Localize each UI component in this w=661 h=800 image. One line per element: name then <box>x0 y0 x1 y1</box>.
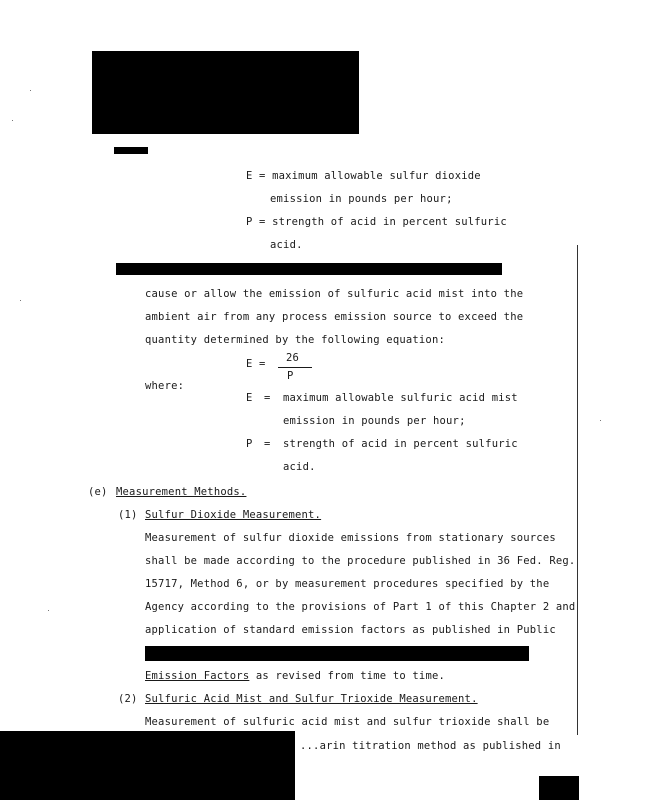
item2-title: Sulfuric Acid Mist and Sulfur Trioxide Measurement. <box>145 693 478 705</box>
item1-line6-rest: as revised from time to time. <box>249 670 446 682</box>
item1-line1: Measurement of sulfur dioxide emissions from stationary sources <box>145 532 556 544</box>
def2-p-equals: = <box>264 438 271 450</box>
item1-line5: application of standard emission factors as published in Public <box>145 624 556 636</box>
equation-lhs: E = <box>246 358 266 370</box>
mist-para-line2: ambient air from any process emission source to exceed the <box>145 311 524 323</box>
def2-e-text2: emission in pounds per hour; <box>283 415 466 427</box>
publication-title: Emission Factors <box>145 670 250 682</box>
section-e-marker: (e) <box>88 486 108 498</box>
equation-fraction-bar <box>278 367 312 368</box>
scan-speck <box>12 120 13 121</box>
redaction-bar-1 <box>116 263 502 275</box>
item2-marker: (2) <box>118 693 138 705</box>
item1-title: Sulfur Dioxide Measurement. <box>145 509 322 521</box>
item1-line6 <box>145 670 445 682</box>
def1-line2: emission in pounds per hour; <box>270 193 453 205</box>
def1-line3: P = strength of acid in percent sulfuric <box>246 216 507 228</box>
def2-e-text1: maximum allowable sulfuric acid mist <box>283 392 518 404</box>
def2-e-symbol: E <box>246 392 253 404</box>
section-e-title: Measurement Methods. <box>116 486 247 498</box>
scan-speck <box>600 420 601 421</box>
item2-line1: Measurement of sulfuric acid mist and sulfur trioxide shall be <box>145 716 550 728</box>
def2-p-symbol: P <box>246 438 253 450</box>
item1-marker: (1) <box>118 509 138 521</box>
item1-line4: Agency according to the provisions of Part 1 of this Chapter 2 and <box>145 601 576 613</box>
mist-para-line1: cause or allow the emission of sulfuric acid mist into the <box>145 288 524 300</box>
redaction-corner-block <box>539 776 579 800</box>
scan-speck <box>20 300 21 301</box>
redaction-bar-2 <box>145 646 529 661</box>
def2-e-equals: = <box>264 392 271 404</box>
redaction-footer-block <box>0 731 295 800</box>
scan-speck <box>48 610 49 611</box>
equation-denominator: P <box>287 370 294 382</box>
redaction-header-block <box>92 51 359 134</box>
item2-line2: ...arin titration method as published in <box>300 740 561 752</box>
def1-line4: acid. <box>270 239 303 251</box>
where-label: where: <box>145 380 185 392</box>
def2-p-text2: acid. <box>283 461 316 473</box>
equation-numerator: 26 <box>286 352 300 364</box>
def1-line1: E = maximum allowable sulfur dioxide <box>246 170 481 182</box>
item1-line2: shall be made according to the procedure published in 36 Fed. Reg. <box>145 555 576 567</box>
item1-line3: 15717, Method 6, or by measurement procedures specified by the <box>145 578 550 590</box>
scan-edge-line <box>577 245 578 735</box>
scan-speck <box>30 90 31 91</box>
mist-para-line3: quantity determined by the following equation: <box>145 334 445 346</box>
def2-p-text1: strength of acid in percent sulfuric <box>283 438 518 450</box>
redaction-small-mark <box>114 147 148 154</box>
